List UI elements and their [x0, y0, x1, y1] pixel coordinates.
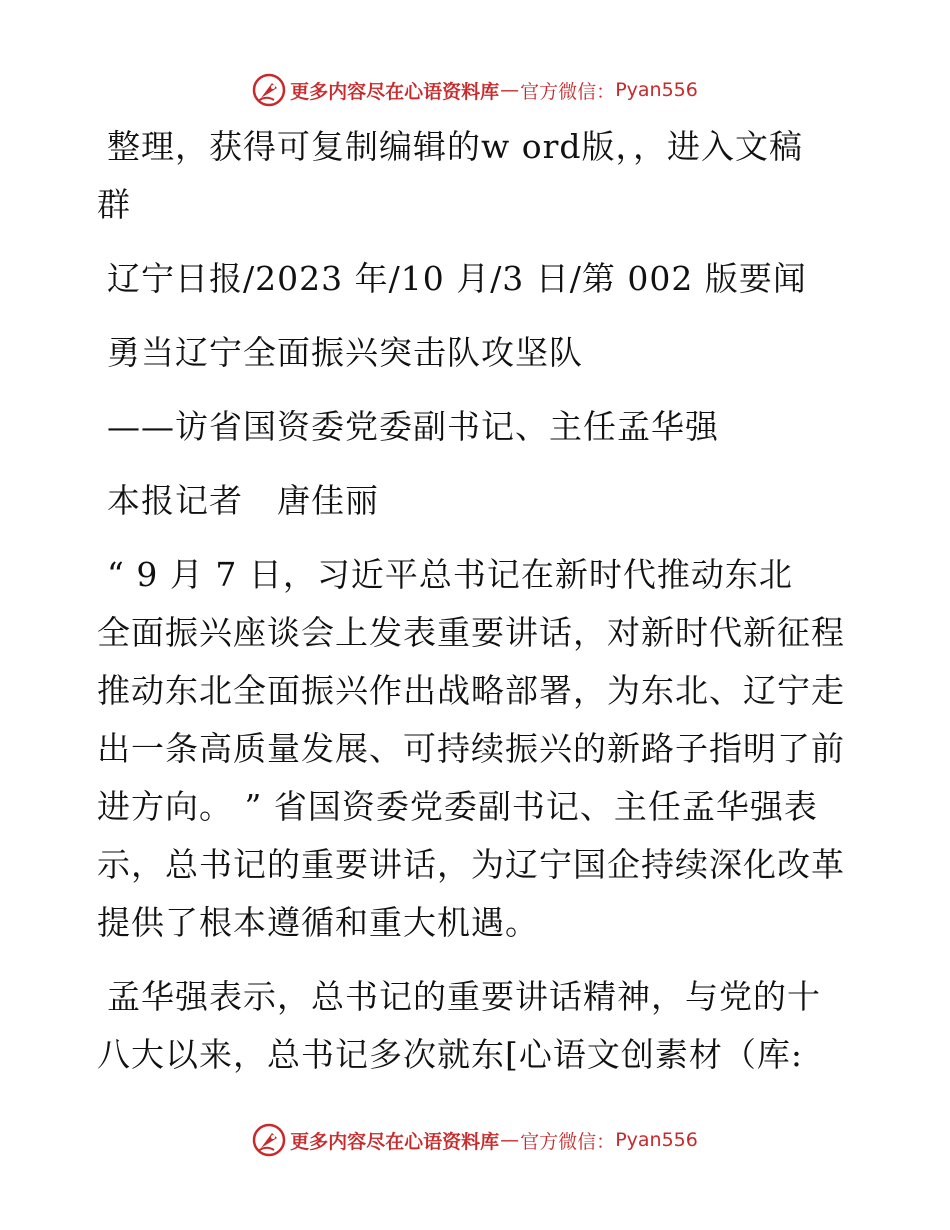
- banner-title: 更多内容尽在心语资料库: [290, 80, 500, 103]
- intro-line-2: 群: [97, 185, 131, 224]
- paragraph-2-line: 八大以来，总书记多次就东[心语文创素材（库:: [97, 1035, 803, 1074]
- banner-dash: —: [500, 79, 520, 101]
- paragraph-1: [97, 546, 857, 952]
- banner-wechat-id: Pyan556: [615, 79, 698, 101]
- header-banner: [0, 70, 950, 110]
- paragraph-1-line: 全面振兴座谈会上发表重要讲话，对新时代新征程: [97, 613, 845, 652]
- banner-title: 更多内容尽在心语资料库: [290, 1130, 500, 1153]
- paragraph-1-line: 出一条高质量发展、可持续振兴的新路子指明了前: [97, 729, 845, 768]
- pen-nib-logo-icon: [252, 1123, 286, 1157]
- footer-banner: [0, 1120, 950, 1160]
- source-line: 辽宁日报/2023 年/10 月/3 日/第 002 版要闻: [107, 259, 807, 298]
- paragraph-1-line: 进方向。 ” 省国资委党委副书记、主任孟华强表: [97, 787, 818, 826]
- paragraph-1-line: 提供了根本遵循和重大机遇。: [97, 903, 539, 942]
- banner-dash: —: [500, 1129, 520, 1151]
- paragraph-1-line: 示，总书记的重要讲话，为辽宁国企持续深化改革: [97, 845, 845, 884]
- document-body: [97, 118, 857, 1084]
- paragraph-1-line: “ 9 月 7 日，习近平总书记在新时代推动东北: [107, 555, 793, 594]
- banner-wechat-id: Pyan556: [615, 1129, 698, 1151]
- paragraph-2: [97, 968, 857, 1084]
- banner-wechat-label: 官方微信：: [520, 1130, 616, 1153]
- banner-wechat-label: 官方微信：: [520, 80, 616, 103]
- pen-nib-logo-icon: [252, 73, 286, 107]
- intro-line-1: 整理，获得可复制编辑的w ord版，，进入文稿: [107, 127, 804, 166]
- byline: 本报记者 唐佳丽: [107, 481, 379, 520]
- article-subtitle: ——访省国资委党委副书记、主任孟华强: [107, 407, 719, 446]
- article-title: 勇当辽宁全面振兴突击队攻坚队: [107, 333, 583, 372]
- paragraph-1-line: 推动东北全面振兴作出战略部署，为东北、辽宁走: [97, 671, 845, 710]
- paragraph-2-line: 孟华强表示，总书记的重要讲话精神，与党的十: [107, 977, 821, 1016]
